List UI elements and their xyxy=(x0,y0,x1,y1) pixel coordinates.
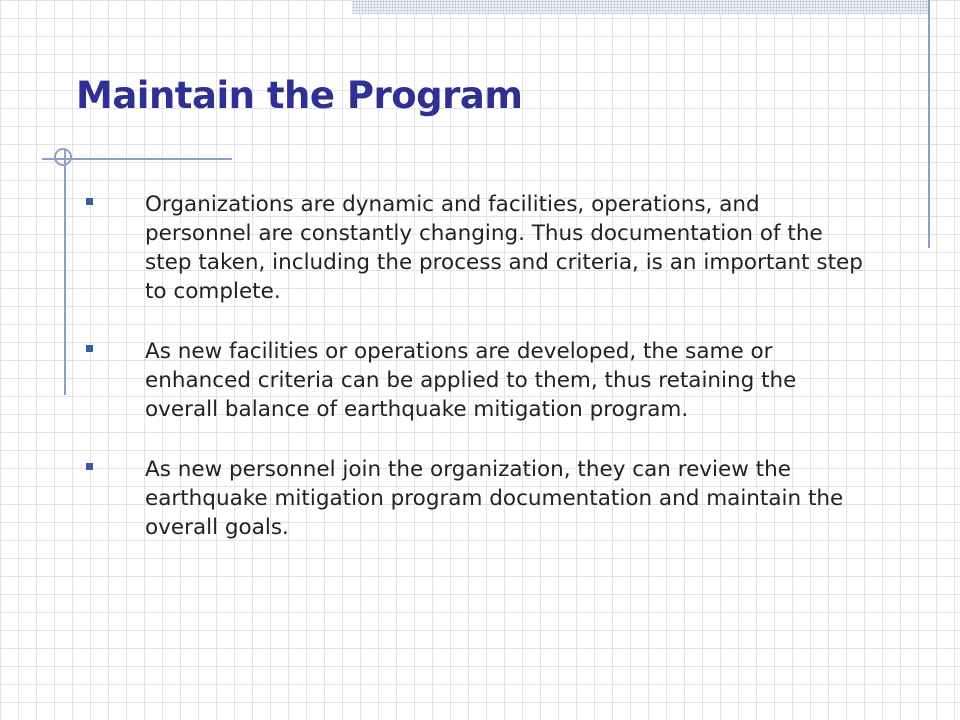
slide-title: Maintain the Program xyxy=(76,74,523,117)
bullet-item xyxy=(0,337,960,424)
bullet-list xyxy=(0,190,960,573)
square-bullet-icon xyxy=(86,463,93,470)
crosshair-icon xyxy=(54,148,72,166)
bullet-text: As new personnel join the organization, they can review the earthquake mitigation program documentation and maintain the overall goals. xyxy=(145,457,844,540)
square-bullet-icon xyxy=(86,345,93,352)
top-dotted-stripe xyxy=(352,0,928,14)
bullet-item xyxy=(0,455,960,542)
bullet-text: As new facilities or operations are developed, the same or enhanced criteria can be applied to them, thus retaining the overall balance of earthquake mitigation program. xyxy=(145,339,797,422)
bullet-text: Organizations are dynamic and facilities, operations, and personnel are constantly changing. Thus documentation of the step taken, including the process and criteria, is an important step to complete. xyxy=(145,192,863,304)
bullet-item xyxy=(0,190,960,306)
square-bullet-icon xyxy=(86,198,93,205)
